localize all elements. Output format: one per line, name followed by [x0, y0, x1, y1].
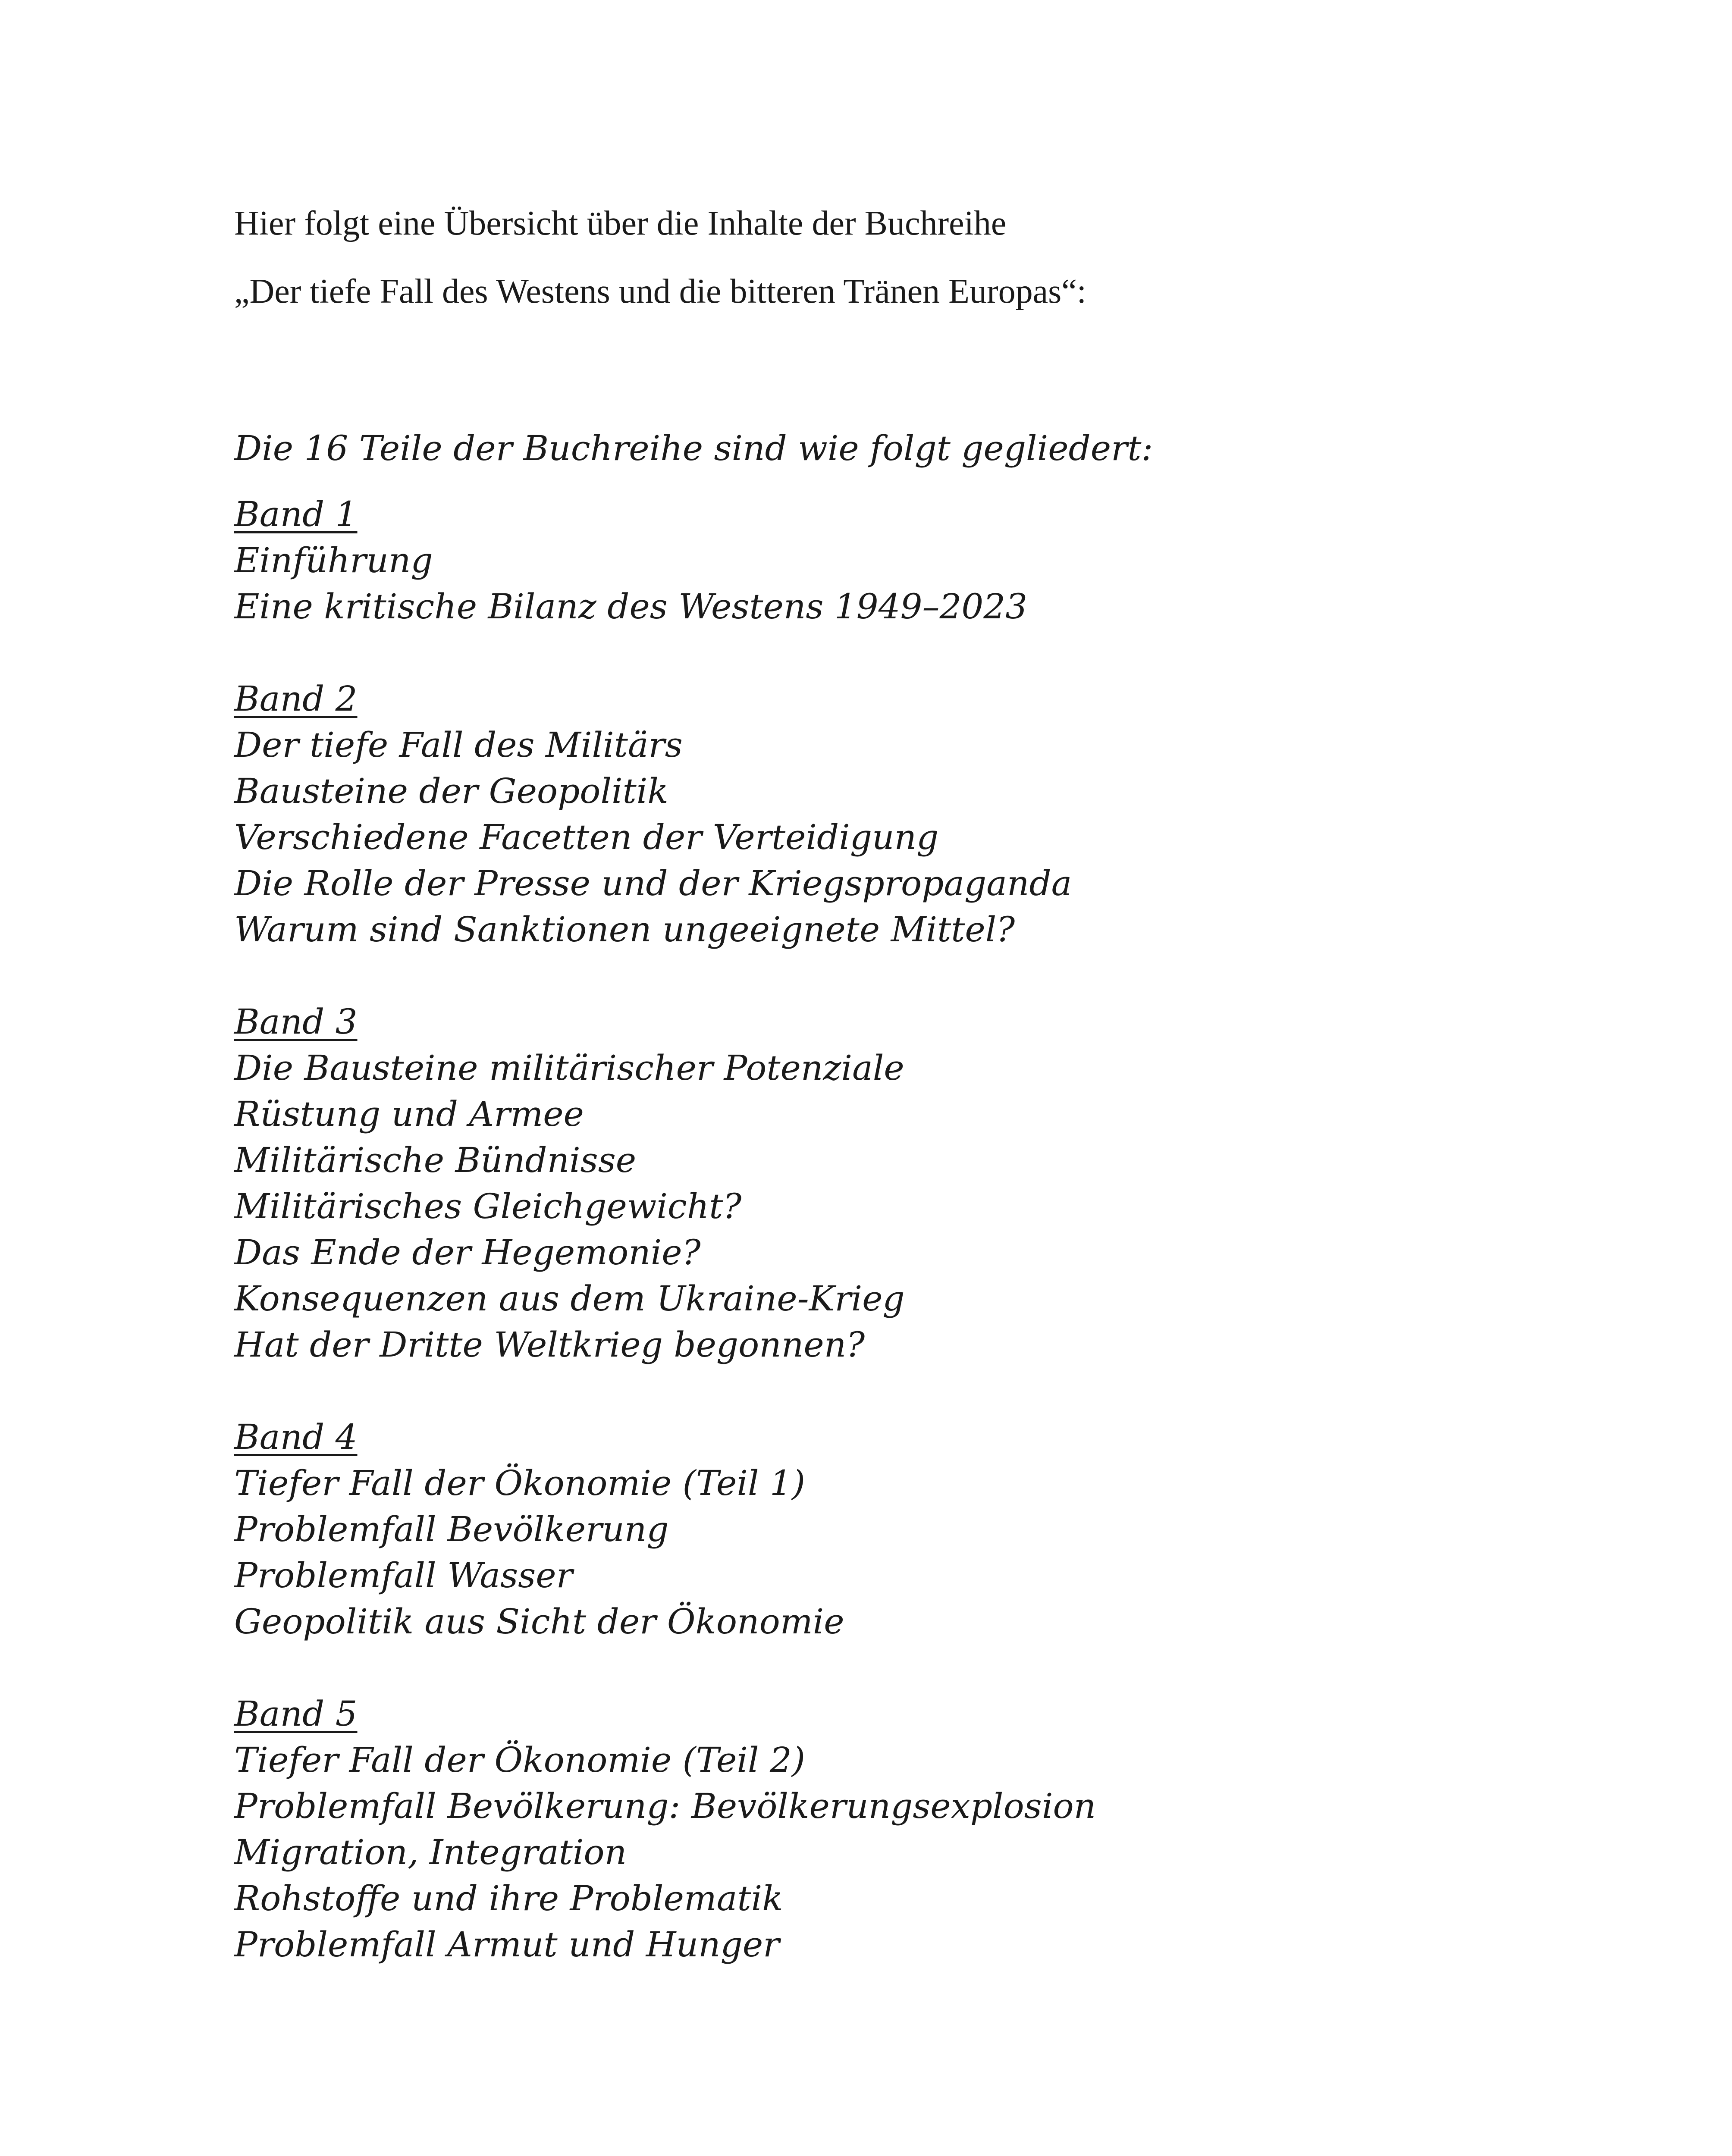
volume-topic: Das Ende der Hegemonie?	[234, 1232, 701, 1272]
volume-2	[234, 676, 1571, 953]
volume-topic: Problemfall Bevölkerung: Bevölkerungsexplosion	[234, 1786, 1096, 1826]
volume-topic: Verschiedene Facetten der Verteidigung	[234, 817, 939, 857]
volume-topic: Rüstung und Armee	[234, 1094, 584, 1134]
volume-heading: Band 1	[234, 494, 358, 534]
volume-topic: Rohstoffe und ihre Problematik	[234, 1878, 783, 1918]
volume-5	[234, 1691, 1571, 1968]
volume-topic: Warum sind Sanktionen ungeeignete Mittel?	[234, 909, 1015, 950]
volume-topic: Die Rolle der Presse und der Kriegspropaganda	[234, 863, 1072, 903]
volume-topic: Migration, Integration	[234, 1832, 627, 1872]
volume-topic: Problemfall Wasser	[234, 1555, 573, 1595]
page-content	[234, 201, 1571, 1968]
volume-topic: Konsequenzen aus dem Ukraine-Krieg	[234, 1279, 905, 1319]
intro-line-1: Hier folgt eine Übersicht über die Inhalte der Buchreihe	[234, 204, 1007, 242]
volume-4	[234, 1414, 1571, 1645]
volume-topic: Bausteine der Geopolitik	[234, 771, 668, 811]
volume-topic: Problemfall Armut und Hunger	[234, 1924, 780, 1965]
volume-topic: Tiefer Fall der Ökonomie (Teil 1)	[234, 1463, 806, 1503]
intro-line-2: „Der tiefe Fall des Westens und die bitteren Tränen Europas“:	[234, 273, 1087, 310]
volume-topic: Tiefer Fall der Ökonomie (Teil 2)	[234, 1740, 806, 1780]
volume-topic: Militärisches Gleichgewicht?	[234, 1186, 742, 1226]
volume-heading: Band 3	[234, 1002, 358, 1042]
volume-topic: Hat der Dritte Weltkrieg begonnen?	[234, 1325, 865, 1365]
volume-topic: Problemfall Bevölkerung	[234, 1509, 669, 1549]
volume-heading: Band 5	[234, 1694, 358, 1734]
volume-topic: Einführung	[234, 540, 433, 580]
volume-topic: Militärische Bündnisse	[234, 1140, 637, 1180]
volume-heading: Band 2	[234, 679, 358, 719]
series-subtitle: Die 16 Teile der Buchreihe sind wie folgt gegliedert:	[234, 428, 1153, 468]
volume-topic: Die Bausteine militärischer Potenziale	[234, 1048, 904, 1088]
volume-3	[234, 999, 1571, 1368]
volume-topic: Der tiefe Fall des Militärs	[234, 725, 683, 765]
volume-1	[234, 491, 1571, 630]
volume-topic: Eine kritische Bilanz des Westens 1949–2023	[234, 586, 1028, 627]
volume-list	[234, 491, 1571, 1968]
volume-topic: Geopolitik aus Sicht der Ökonomie	[234, 1601, 844, 1642]
volume-heading: Band 4	[234, 1417, 358, 1457]
